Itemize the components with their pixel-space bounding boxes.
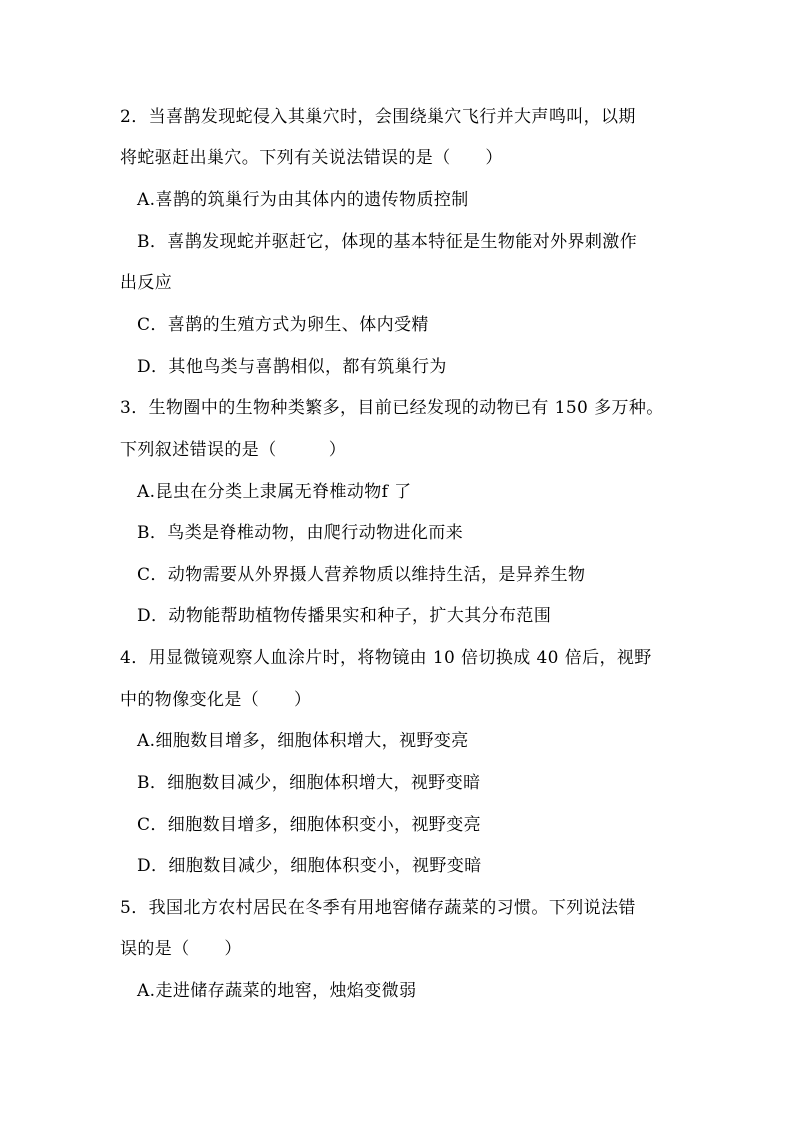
question-2-stem-line-2: 将蛇驱赶出巢穴。下列有关说法错误的是（ ） — [120, 148, 503, 168]
question-2-stem-line-1: 2．当喜鹊发现蛇侵入其巢穴时，会围绕巢穴飞行并大声鸣叫，以期 — [120, 107, 636, 127]
question-2-option-d: D．其他鸟类与喜鹊相似，都有筑巢行为 — [137, 357, 447, 377]
question-3-option-d: D．动物能帮助植物传播果实和种子，扩大其分布范围 — [137, 606, 552, 626]
question-5-stem-line-1: 5．我国北方农村居民在冬季有用地窖储存蔬菜的习惯。下列说法错 — [120, 898, 636, 918]
question-5-option-a: A.走进储存蔬菜的地窖，烛焰变微弱 — [137, 981, 417, 1001]
question-2-option-b-line-2: 出反应 — [120, 273, 173, 293]
question-2-option-b-line-1: B．喜鹊发现蛇并驱赶它，体现的基本特征是生物能对外界刺激作 — [137, 232, 638, 252]
question-4-option-d: D．细胞数目减少，细胞体积变小，视野变暗 — [137, 856, 482, 876]
question-3-stem-line-2: 下列叙述错误的是（ ） — [120, 440, 347, 460]
question-4-option-b: B．细胞数目减少，细胞体积增大，视野变暗 — [137, 773, 481, 793]
question-3-option-a: A.昆虫在分类上隶属无脊椎动物f 了 — [137, 482, 412, 502]
question-4-stem-line-1: 4．用显微镜观察人血涂片时，将物镜由 10 倍切换成 40 倍后，视野 — [120, 648, 652, 668]
question-2-option-c: C．喜鹊的生殖方式为卵生、体内受精 — [137, 315, 429, 335]
question-5-stem-line-2: 误的是（ ） — [120, 939, 242, 959]
question-3-option-c: C．动物需要从外界摄人营养物质以维持生活，是异养生物 — [137, 565, 586, 585]
question-3-stem-line-1: 3．生物圈中的生物种类繁多，目前已经发现的动物已有 150 多万种。 — [120, 398, 664, 418]
question-4-option-c: C．细胞数目增多，细胞体积变小，视野变亮 — [137, 815, 482, 835]
question-4-stem-line-2: 中的物像变化是（ ） — [120, 690, 312, 710]
question-3-option-b: B．鸟类是脊椎动物，由爬行动物进化而来 — [137, 523, 464, 543]
question-4-option-a: A.细胞数目增多，细胞体积增大，视野变亮 — [137, 731, 469, 751]
question-2-option-a: A.喜鹊的筑巢行为由其体内的遗传物质控制 — [137, 190, 469, 210]
